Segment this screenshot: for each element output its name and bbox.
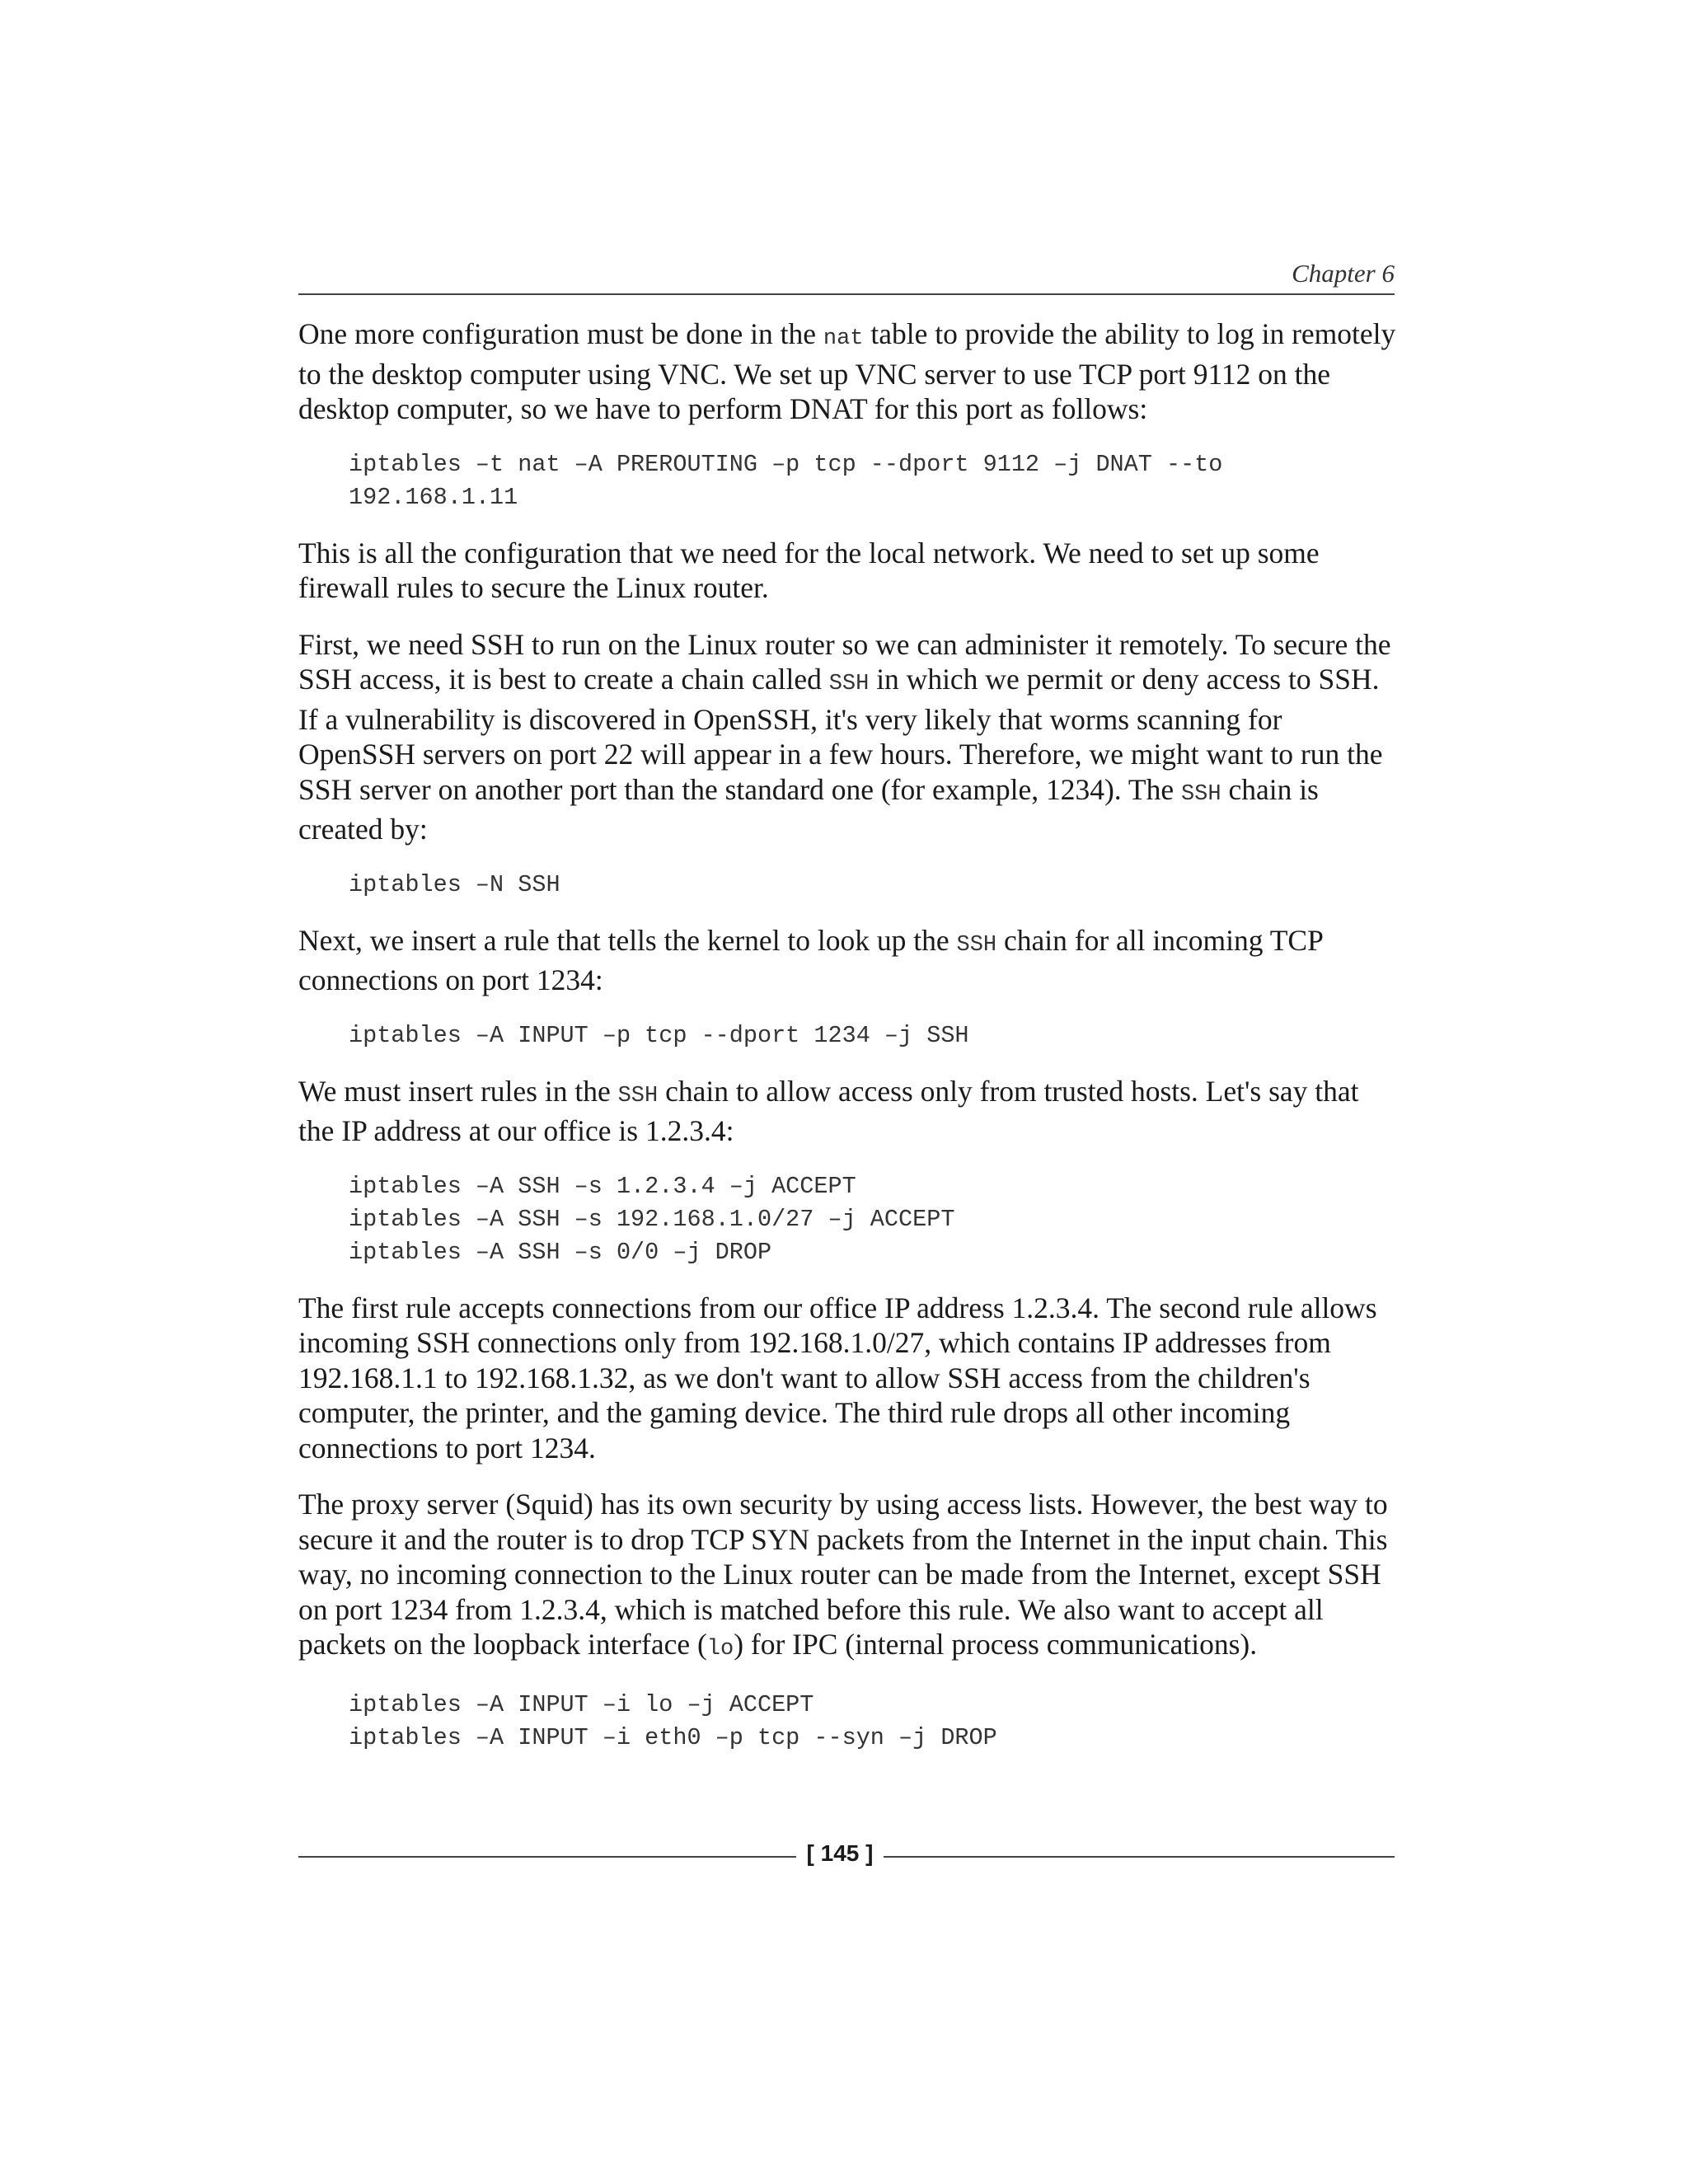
paragraph-vnc-dnat: One more configuration must be done in the nat table to provide the ability to log in remotely to the desktop computer using VNC. We set up VNC server to use TCP port 9112 on the desktop computer, so we have to perform DNAT for this port as follows: xyxy=(298,317,1396,425)
code-block-input-rule: iptables –A INPUT –p tcp --dport 1234 –j SSH xyxy=(349,1021,969,1049)
paragraph-trusted-hosts: We must insert rules in the SSH chain to allow access only from trusted hosts. Let's say that the IP address at our office is 1.2.3.4: xyxy=(298,1074,1359,1147)
footer-divider-left xyxy=(298,1856,796,1858)
paragraph-proxy-security: The proxy server (Squid) has its own security by using access lists. However, the best way to secure it and the router is to drop TCP SYN packets from the Internet in the input chain. This way, no incoming connection to the Linux router can be made from the Internet, except SSH on port 1234 from 1.2.3.4, which is matched before this rule. We also want to accept all packets on the loopback interface (lo) for IPC (internal process communications). xyxy=(298,1488,1388,1661)
inline-code-ssh: SSH xyxy=(828,672,870,696)
paragraph-insert-rule: Next, we insert a rule that tells the kernel to look up the SSH chain for all incoming TCP connections on port 1234: xyxy=(298,923,1323,996)
page-number: [ 145 ] xyxy=(806,1840,874,1866)
code-block-dnat: iptables –t nat –A PREROUTING –p tcp --dport 9112 –j DNAT --to 192.168.1.11 xyxy=(349,450,1223,511)
page-body xyxy=(298,316,1399,1776)
inline-code-ssh: SSH xyxy=(1180,781,1221,807)
paragraph-rule-explanation: The first rule accepts connections from our office IP address 1.2.3.4. The second rule allows incoming SSH connections only from 192.168.1.0/27, which contains IP addresses from 192.168.1.1 to 192.168.1.32, as we don't want to allow SSH access from the children's computer, the printer, and the gaming device. The third rule drops all other incoming connections to port 1234. xyxy=(298,1291,1377,1465)
code-block-input-drop: iptables –A INPUT –i lo –j ACCEPT iptables –A INPUT –i eth0 –p tcp --syn –j DROP xyxy=(349,1690,997,1751)
paragraph-ssh-chain: First, we need SSH to run on the Linux router so we can administer it remotely. To secure the SSH access, it is best to create a chain called SSH in which we permit or deny access to SSH. If a vulnerability is discovered in OpenSSH, it's very likely that worms scanning for OpenSSH servers on port 22 will appear in a few hours. Therefore, we might want to run the SSH server on another port than the standard one (for example, 1234). The SSH chain is created by: xyxy=(298,627,1391,846)
chapter-header: Chapter 6 xyxy=(1292,259,1395,288)
code-block-new-chain: iptables –N SSH xyxy=(349,870,560,898)
inline-code-ssh: SSH xyxy=(956,932,997,958)
paragraph-local-network: This is all the configuration that we need for the local network. We need to set up some firewall rules to secure the Linux router. xyxy=(298,536,1320,604)
header-divider xyxy=(298,293,1395,295)
inline-code-lo: lo xyxy=(706,1637,734,1661)
inline-code-nat: nat xyxy=(823,326,864,351)
inline-code-ssh: SSH xyxy=(617,1083,659,1108)
code-block-ssh-rules: iptables –A SSH –s 1.2.3.4 –j ACCEPT iptables –A SSH –s 192.168.1.0/27 –j ACCEPT iptables –A SSH –s 0/0 –j DROP xyxy=(349,1172,955,1266)
footer-divider-right xyxy=(884,1856,1395,1858)
